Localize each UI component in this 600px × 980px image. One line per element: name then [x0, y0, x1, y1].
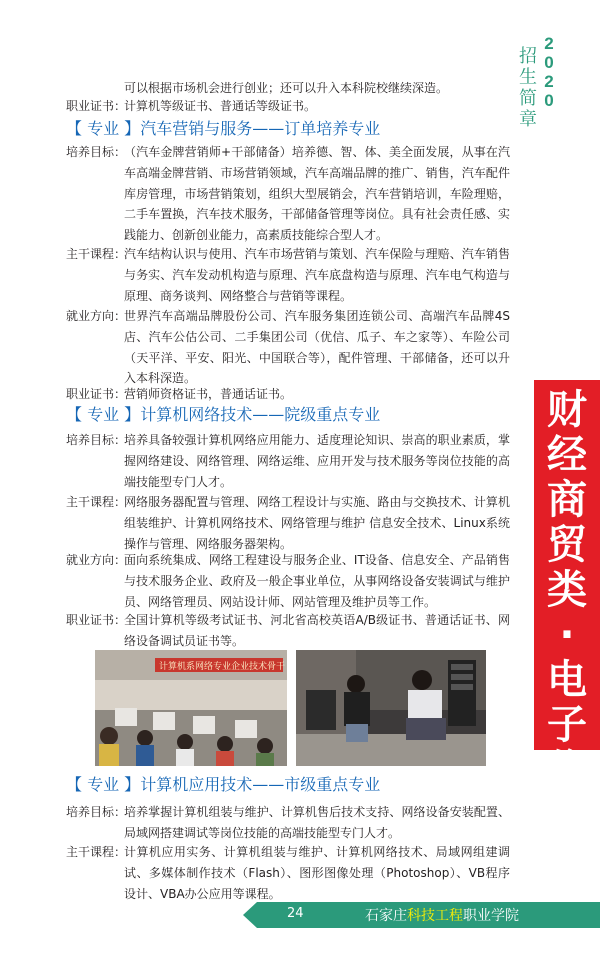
major-tag: 【 专业 】 [66, 405, 141, 424]
major-tag: 【 专业 】 [66, 119, 141, 138]
major-heading-computer-app [66, 774, 380, 796]
school-name-highlight: 科技工程 [407, 908, 463, 924]
school-name [365, 905, 519, 925]
major-title: 计算机网络技术——院级重点专业 [140, 405, 381, 424]
network-lab-photo [296, 650, 486, 766]
major-title: 计算机应用技术——市级重点专业 [140, 775, 381, 794]
brochure-title: 招生简章 [519, 46, 537, 130]
row-label: 职业证书： [66, 613, 127, 627]
row-label: 培养目标： [66, 433, 127, 447]
row-text: 培养具备较强计算机网络应用能力、适度理论知识、崇高的职业素质，掌握网络建设、网络管理、网络运维、应用开发与技术服务等岗位技能的高端技能型专门人才。 [124, 433, 510, 489]
major-heading-network [66, 404, 380, 426]
school-name-part2: 职业学院 [463, 908, 519, 924]
footer-band [257, 902, 600, 928]
row-label: 培养目标： [66, 145, 127, 159]
row-text: 网络服务器配置与管理、网络工程设计与实施、路由与交换技术、计算机组装维护、计算机网络技术、网络管理与维护 信息安全技术、Linux系统操作与管理、网络服务器架构。 [124, 495, 510, 551]
row-text: 世界汽车高端品牌股份公司、汽车服务集团连锁公司、高端汽车品牌4S店、汽车公估公司、二手集团公司（优信、瓜子、车之家等）、车险公司（天平洋、平安、阳光、中国联合等），配件管理、干部储备，还可以升入本科深造。 [124, 309, 510, 386]
intro-line: 可以根据市场机会进行创业；还可以升入本科院校继续深造。 [124, 81, 449, 95]
row-label: 职业证书： [66, 387, 127, 401]
row-text: 汽车结构认识与使用、汽车市场营销与策划、汽车保险与理赔、汽车销售与务实、汽车发动机构造与原理、汽车底盘构造与原理、汽车电气构造与原理、商务谈判、网络整合与营销等课程。 [124, 247, 510, 303]
row-label: 就业方向： [66, 309, 127, 323]
major-heading-auto-marketing [66, 118, 380, 140]
page-number: 24 [287, 906, 304, 921]
row-text: 计算机应用实务、计算机组装与维护、计算机网络技术、局域网组建调试、多媒体制作技术（Flash）、图形图像处理（Photoshop）、VB程序设计、VBA办公应用等课程。 [124, 845, 510, 901]
classroom-photo [95, 650, 287, 766]
major-tag: 【 专业 】 [66, 775, 141, 794]
row-text: 全国计算机等级考试证书、河北省高校英语A/B级证书、普通话证书、网络设备调试员证书等。 [124, 613, 510, 648]
banner-text: 计算机系网络专业企业技术骨干 [159, 662, 286, 672]
row-label: 就业方向： [66, 553, 127, 567]
row-text: （汽车金牌营销师+干部储备）培养德、智、体、美全面发展，从事在汽车高端金牌营销、市场营销领域，汽车高端品牌的推广、销售，汽车配件库房管理，市场营销策划，组织大型展销会，汽车营销培训，车险理赔，二手车置换，汽车技术服务，干部储备管理等岗位。具有社会责任感、实践能力、创新创业能力，高素质技能综合型人才。 [124, 145, 510, 243]
row-label: 主干课程： [66, 495, 127, 509]
row-label: 主干课程： [66, 845, 127, 859]
row-text: 营销师资格证书，普通话证书。 [124, 387, 293, 401]
row-label: 主干课程： [66, 247, 127, 261]
row-text: 培养掌握计算机组装与维护、计算机售后技术支持、网络设备安装配置、局域网搭建调试等岗位技能的高端技能型专门人才。 [124, 805, 510, 840]
row-text: 面向系统集成、网络工程建设与服务企业、IT设备、信息安全、产品销售与技术服务企业、政府及一般企事业单位，从事网络设备安装调试与维护员、网络管理员、网站设计师、网站管理及维护员等工作。 [124, 553, 510, 609]
year-label: 2020 [544, 34, 554, 110]
category-band [534, 380, 600, 883]
major-title: 汽车营销与服务——订单培养专业 [140, 119, 381, 138]
intro-cert-text: 计算机等级证书、普通话等级证书。 [124, 99, 317, 113]
category-label: 财经商贸类·电子信息类 [547, 387, 587, 883]
intro-cert-label: 职业证书： [66, 99, 127, 113]
row-label: 培养目标： [66, 805, 127, 819]
school-name-part1: 石家庄 [365, 908, 407, 924]
